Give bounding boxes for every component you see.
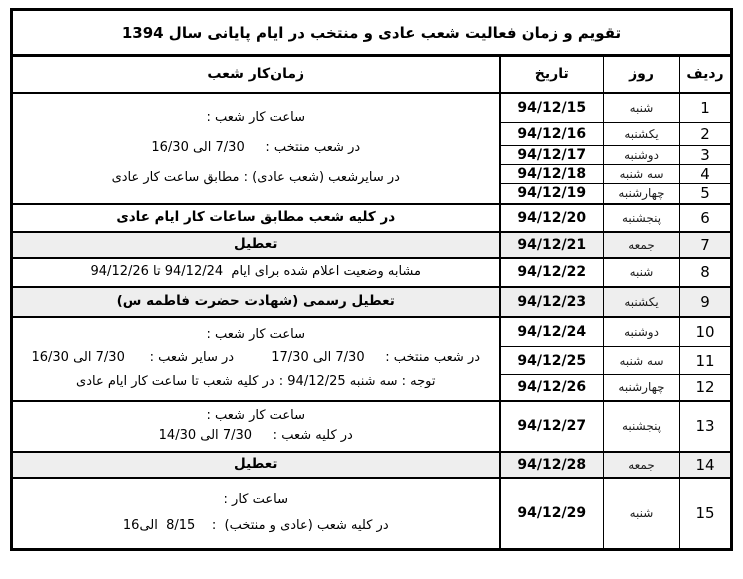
day-cell: جمعه: [604, 452, 680, 478]
day-cell: چهارشنبه: [604, 184, 680, 204]
time-text: تعطیل: [234, 456, 278, 473]
time-text: در کلیه شعب مطابق ساعات کار ایام عادی: [116, 209, 396, 226]
index-cell: 14: [680, 452, 732, 478]
time-text: در شعب منتخب : 7/30 الی 16/30: [151, 139, 361, 155]
time-text: ساعت کار شعب :: [206, 326, 306, 342]
time-text: تعطیل رسمی (شهادت حضرت فاطمه س): [116, 293, 395, 310]
time-cell-rows-10-12: [12, 317, 500, 401]
date-cell: 94/12/27: [500, 401, 604, 452]
date-cell: 94/12/29: [500, 478, 604, 550]
header-index: ردیف: [680, 56, 732, 93]
day-cell: پنجشنبه: [604, 401, 680, 452]
day-cell: شنبه: [604, 258, 680, 287]
table-row: [12, 401, 732, 452]
time-cell-row-13: [12, 401, 500, 452]
time-cell-row-14: [12, 452, 500, 478]
index-cell: 3: [680, 146, 732, 165]
date-cell: 94/12/17: [500, 146, 604, 165]
date-cell: 94/12/15: [500, 93, 604, 123]
time-cell-row-8: [12, 258, 500, 287]
time-text: در شعب منتخب : 7/30 الی 17/30 در سایر شعب : 7/30 الی 16/30: [31, 350, 481, 366]
table-title-row: [12, 10, 732, 56]
index-cell: 10: [680, 317, 732, 347]
table-row: [12, 204, 732, 232]
day-cell: سه شنبه: [604, 347, 680, 375]
time-text: ساعت کار شعب :: [206, 407, 306, 423]
date-cell: 94/12/21: [500, 232, 604, 258]
day-cell: دوشنبه: [604, 146, 680, 165]
table-row-holiday: [12, 287, 732, 317]
day-cell: یکشنبه: [604, 287, 680, 317]
time-text: تعطیل: [234, 236, 278, 253]
header-day: روز: [604, 56, 680, 93]
day-cell: دوشنبه: [604, 317, 680, 347]
day-cell: چهارشنبه: [604, 375, 680, 401]
day-cell: شنبه: [604, 478, 680, 550]
date-cell: 94/12/16: [500, 123, 604, 146]
index-cell: 4: [680, 165, 732, 184]
table-row: [12, 93, 732, 123]
header-time: زمان‌کار شعب: [12, 56, 500, 93]
table-title: تقویم و زمان فعالیت شعب عادی و منتخب در ایام پایانی سال 1394: [12, 10, 732, 56]
time-text: ساعت کار شعب :: [206, 109, 306, 125]
time-text: در سایرشعب (شعب عادی) : مطابق ساعت کار عادی: [111, 170, 400, 186]
index-cell: 5: [680, 184, 732, 204]
time-text: توجه : سه شنبه 94/12/25 : در کلیه شعب تا ساعت کار ایام عادی: [76, 373, 436, 389]
time-text: در کلیه شعب : 7/30 الی 14/30: [158, 428, 353, 444]
index-cell: 2: [680, 123, 732, 146]
table-row: [12, 478, 732, 550]
day-cell: پنجشنبه: [604, 204, 680, 232]
time-text: مشابه وضعیت اعلام شده برای ایام 94/12/24 تا 94/12/26: [90, 263, 421, 279]
header-date: تاریخ: [500, 56, 604, 93]
date-cell: 94/12/22: [500, 258, 604, 287]
index-cell: 12: [680, 375, 732, 401]
date-cell: 94/12/20: [500, 204, 604, 232]
index-cell: 8: [680, 258, 732, 287]
time-text: در کلیه شعب (عادی و منتخب) : 8/15 الی16: [122, 518, 389, 534]
index-cell: 9: [680, 287, 732, 317]
index-cell: 13: [680, 401, 732, 452]
date-cell: 94/12/25: [500, 347, 604, 375]
date-cell: 94/12/26: [500, 375, 604, 401]
time-cell-row-9: [12, 287, 500, 317]
date-cell: 94/12/24: [500, 317, 604, 347]
table-row-holiday: [12, 232, 732, 258]
time-cell-row-15: [12, 478, 500, 550]
table-row-holiday: [12, 452, 732, 478]
index-cell: 15: [680, 478, 732, 550]
date-cell: 94/12/28: [500, 452, 604, 478]
index-cell: 6: [680, 204, 732, 232]
time-cell-rows-1-5: [12, 93, 500, 204]
day-cell: یکشنبه: [604, 123, 680, 146]
time-text: ساعت کار :: [223, 492, 288, 507]
time-cell-row-7: [12, 232, 500, 258]
branch-schedule-table: [10, 8, 733, 551]
index-cell: 11: [680, 347, 732, 375]
day-cell: سه شنبه: [604, 165, 680, 184]
day-cell: شنبه: [604, 93, 680, 123]
date-cell: 94/12/19: [500, 184, 604, 204]
day-cell: جمعه: [604, 232, 680, 258]
table-row: [12, 317, 732, 347]
date-cell: 94/12/18: [500, 165, 604, 184]
table-row: [12, 258, 732, 287]
index-cell: 1: [680, 93, 732, 123]
time-cell-row-6: [12, 204, 500, 232]
date-cell: 94/12/23: [500, 287, 604, 317]
index-cell: 7: [680, 232, 732, 258]
table-header-row: [12, 56, 732, 93]
